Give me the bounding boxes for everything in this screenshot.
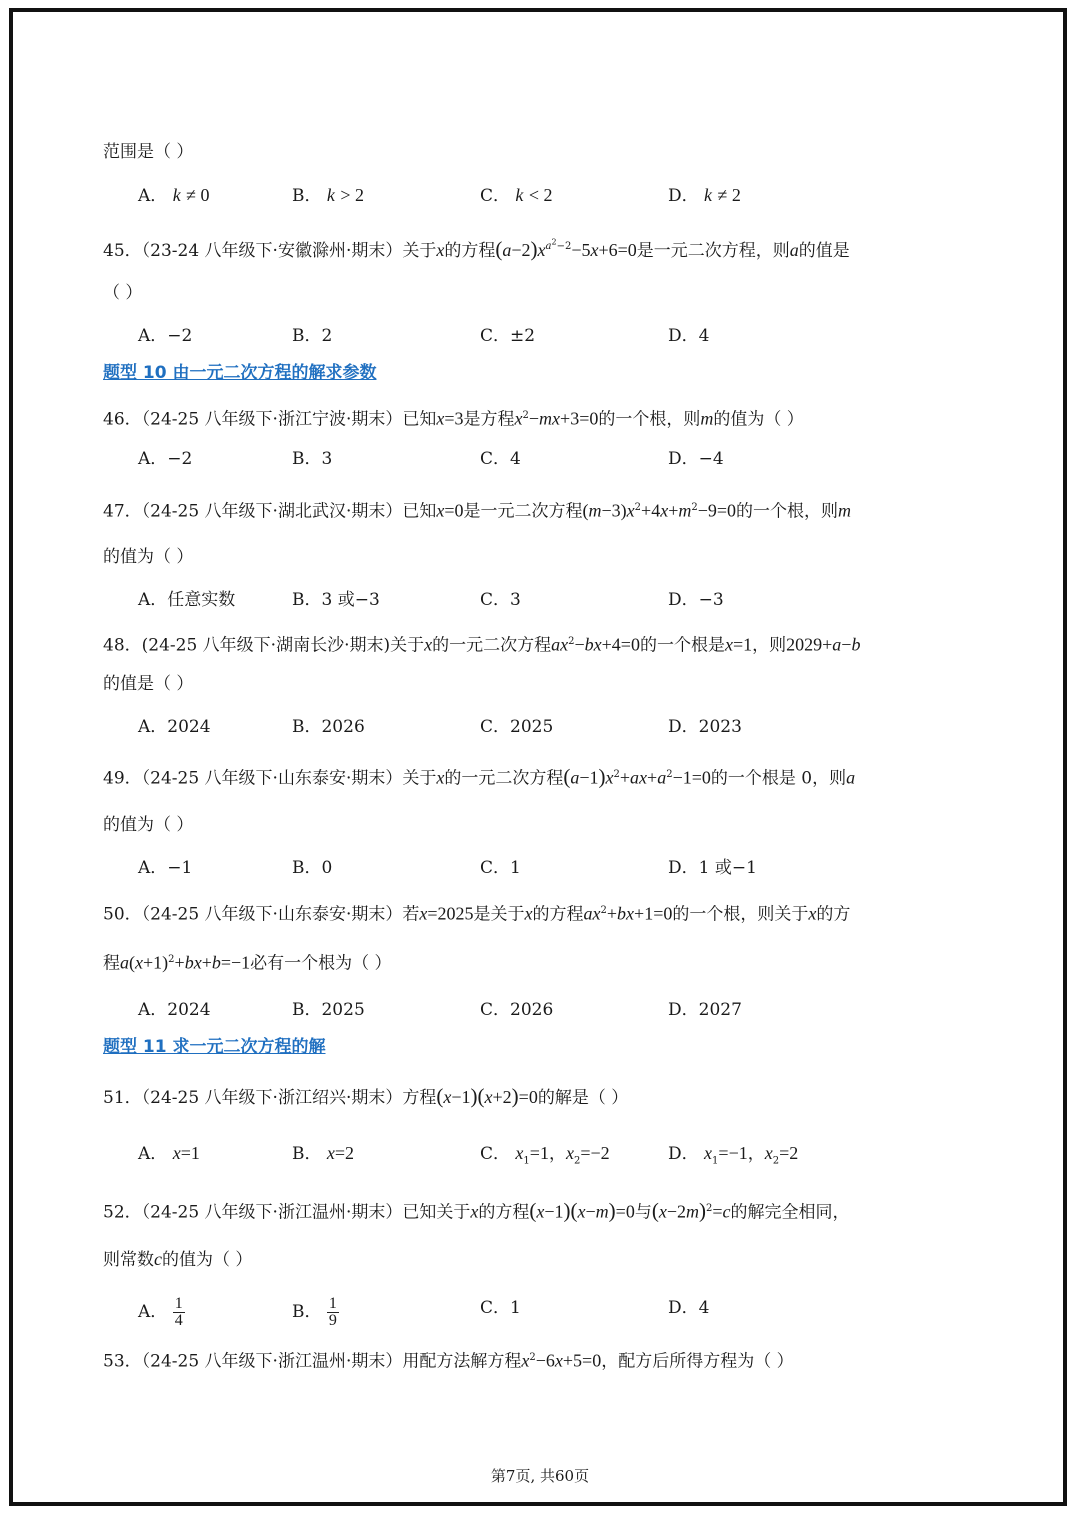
q52-stem: 52．（24-25 八年级下·浙江温州·期末）已知关于x的方程(x−1)(x−m)=0与$(x-2m)^2=c$的解完全相同，	[103, 1198, 850, 1223]
q52-option-d: D．4	[668, 1298, 710, 1318]
q50-option-c: C．2026	[480, 1000, 554, 1020]
q51-option-d: D． $x_1=-1$，$x_2=2$	[668, 1143, 799, 1167]
q49-option-a: A．−1	[138, 858, 193, 878]
q46-option-c: C．4	[480, 449, 521, 469]
q44-option-d: D． k ≠ 2	[668, 185, 741, 206]
q51-option-a: A． x=1	[138, 1143, 200, 1164]
q51-stem: 51．（24-25 八年级下·浙江绍兴·期末）方程(x−1)(x+2)=0的解是（ ）	[103, 1084, 629, 1108]
q44-continuation: 范围是（ ）	[103, 142, 194, 162]
q44-option-a: A． k ≠ 0	[138, 185, 210, 206]
q45-option-c: C．±2	[480, 326, 536, 346]
q51-option-b: B． x=2	[292, 1143, 355, 1164]
q46-option-b: B．3	[292, 449, 333, 469]
q51-option-c: C． $x_1=1$，$x_2=-2$	[480, 1143, 610, 1167]
q49-continuation: 的值为（ ）	[103, 815, 194, 835]
q47-option-a: A．任意实数	[138, 590, 236, 610]
q45-option-b: B．2	[292, 326, 333, 346]
q45-option-d: D．4	[668, 326, 710, 346]
q47-stem: 47．（24-25 八年级下·湖北武汉·期末）已知x=0是一元二次方程$(m-3)x^2+4x+m^2-9=0$的一个根，则m	[103, 500, 852, 522]
q50-option-b: B．2025	[292, 1000, 365, 1020]
q46-option-d: D．−4	[668, 449, 724, 469]
q50-continuation: 程$a(x+1)^2+bx+b=-1$必有一个根为（ ）	[103, 952, 392, 974]
q50-option-a: A．2024	[138, 1000, 211, 1020]
q48-continuation: 的值是（ ）	[103, 674, 194, 694]
q49-option-b: B．0	[292, 858, 333, 878]
section-heading-10: 题型 10 由一元二次方程的解求参数	[103, 363, 377, 383]
page-number-footer: 第7页, 共60页	[490, 1467, 590, 1485]
section-heading-11: 题型 11 求一元二次方程的解	[103, 1037, 326, 1057]
q52-option-b: B． $\frac{1}{9}$	[292, 1295, 337, 1329]
q53-stem: 53．（24-25 八年级下·浙江温州·期末）用配方法解方程$x^2-6x+5=0$，配方后所得方程为（ ）	[103, 1350, 794, 1372]
q45-option-a: A．−2	[138, 326, 193, 346]
q46-option-a: A．−2	[138, 449, 193, 469]
q48-stem: 48．(24-25 八年级下·湖南长沙·期末)关于x的一元二次方程$ax^2-bx+4=0$的一个根是x=1，则2029+a−b	[103, 634, 861, 656]
q52-continuation: 则常数c的值为（ ）	[103, 1249, 253, 1270]
q52-option-a: A． $\frac{1}{4}$	[138, 1295, 183, 1329]
q48-option-d: D．2023	[668, 717, 742, 737]
q48-option-c: C．2025	[480, 717, 554, 737]
q47-continuation: 的值为（ ）	[103, 547, 194, 567]
q46-stem: 46．（24-25 八年级下·浙江宁波·期末）已知x=3是方程$x^2-mx+3=0$的一个根，则m的值为（ ）	[103, 408, 804, 430]
q50-stem: 50．（24-25 八年级下·山东泰安·期末）若x=2025是关于x的方程$ax^2+bx+1=0$的一个根，则关于x的方	[103, 903, 851, 925]
q49-stem: 49．（24-25 八年级下·山东泰安·期末）关于x的一元二次方程$(a-1)x^2+ax+a^2-1=0$的一个根是 0，则a	[103, 764, 856, 789]
q49-option-c: C．1	[480, 858, 521, 878]
q48-option-b: B．2026	[292, 717, 365, 737]
q52-option-c: C．1	[480, 1298, 521, 1318]
q44-option-b: B． k > 2	[292, 185, 364, 206]
q44-option-c: C． k < 2	[480, 185, 553, 206]
fraction-one-quarter: $\frac{1}{4}$	[174, 1295, 183, 1329]
q45-continuation: （ ）	[103, 283, 143, 303]
q50-option-d: D．2027	[668, 1000, 742, 1020]
q47-option-c: C．3	[480, 590, 521, 610]
fraction-one-ninth: $\frac{1}{9}$	[328, 1295, 337, 1329]
q49-option-d: D．1 或−1	[668, 858, 757, 878]
q47-option-d: D．−3	[668, 590, 724, 610]
q48-option-a: A．2024	[138, 717, 211, 737]
q47-option-b: B．3 或−3	[292, 590, 380, 610]
q45-stem: 45．（23-24 八年级下·安徽滁州·期末）关于x的方程$(a-2)x^{a^2-2}-5x+6=0$是一元二次方程，则a的值是	[103, 236, 850, 261]
